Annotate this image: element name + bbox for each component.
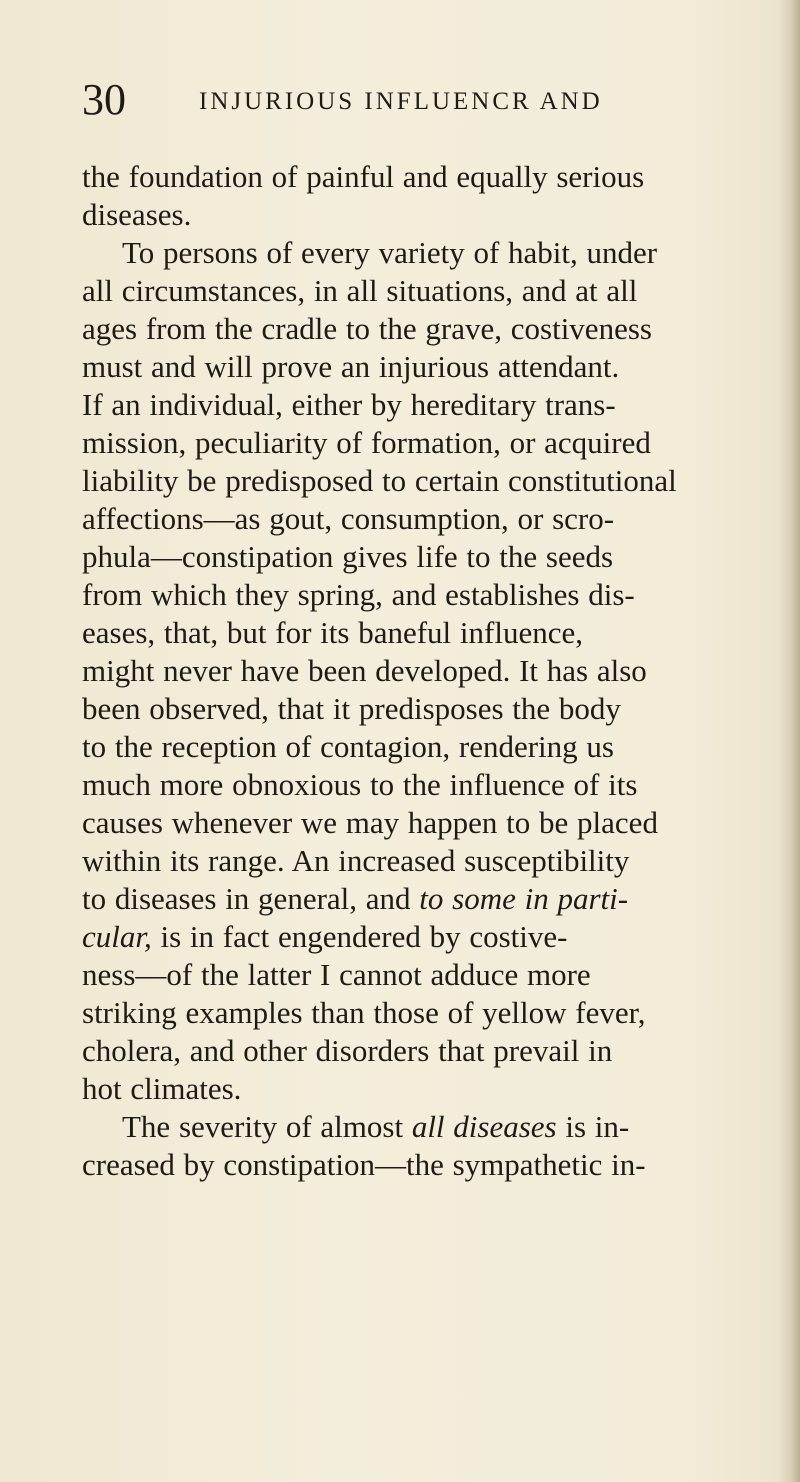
text-line: to the reception of contagion, rendering us [82, 729, 614, 764]
text-line: within its range. An increased susceptibility [82, 843, 630, 878]
text-line: If an individual, either by hereditary trans- [82, 387, 616, 422]
page-header [82, 72, 702, 128]
text-line: diseases. [82, 197, 192, 232]
text-run: is in- [556, 1109, 630, 1144]
text-line: might never have been developed. It has also [82, 653, 647, 688]
text-line: eases, that, but for its baneful influence, [82, 615, 583, 650]
text-run: to diseases in general, and [82, 881, 420, 916]
text-line: hot climates. [82, 1071, 242, 1106]
text-line: cholera, and other disorders that prevail in [82, 1033, 613, 1068]
page-edge-shadow [778, 0, 800, 1482]
body-text [82, 158, 722, 1184]
text-line: striking examples than those of yellow fever, [82, 995, 646, 1030]
text-line: much more obnoxious to the influence of its [82, 767, 638, 802]
text-line: causes whenever we may happen to be placed [82, 805, 658, 840]
text-run: The severity of almost [122, 1109, 412, 1144]
paragraph-start-line [82, 1108, 722, 1146]
text-line: from which they spring, and establishes dis- [82, 577, 635, 612]
italic-text-run: all diseases [411, 1109, 557, 1144]
text-line: ages from the cradle to the grave, costiveness [82, 311, 652, 346]
text-line: been observed, that it predisposes the body [82, 691, 621, 726]
paragraph-start-line: To persons of every variety of habit, under [122, 235, 658, 270]
italic-text-run: to some in parti- [419, 881, 629, 916]
text-line: liability be predisposed to certain constitutional [82, 463, 677, 498]
text-line: affections—as gout, consumption, or scro- [82, 501, 615, 536]
text-line: ness—of the latter I cannot adduce more [82, 957, 591, 992]
running-head: INJURIOUS INFLUENCR AND [199, 88, 603, 115]
text-line: must and will prove an injurious attendant. [82, 349, 620, 384]
text-line: creased by constipation—the sympathetic in- [82, 1147, 646, 1182]
text-line [82, 880, 722, 918]
text-run: is in fact engendered by costive- [151, 919, 568, 954]
italic-text-run: cular, [82, 919, 152, 954]
text-line: all circumstances, in all situations, and at all [82, 273, 638, 308]
page-number: 30 [82, 75, 126, 124]
text-line: mission, peculiarity of formation, or acquired [82, 425, 651, 460]
text-line: phula—constipation gives life to the seeds [82, 539, 614, 574]
text-line: the foundation of painful and equally serious [82, 159, 645, 194]
text-line [82, 918, 722, 956]
